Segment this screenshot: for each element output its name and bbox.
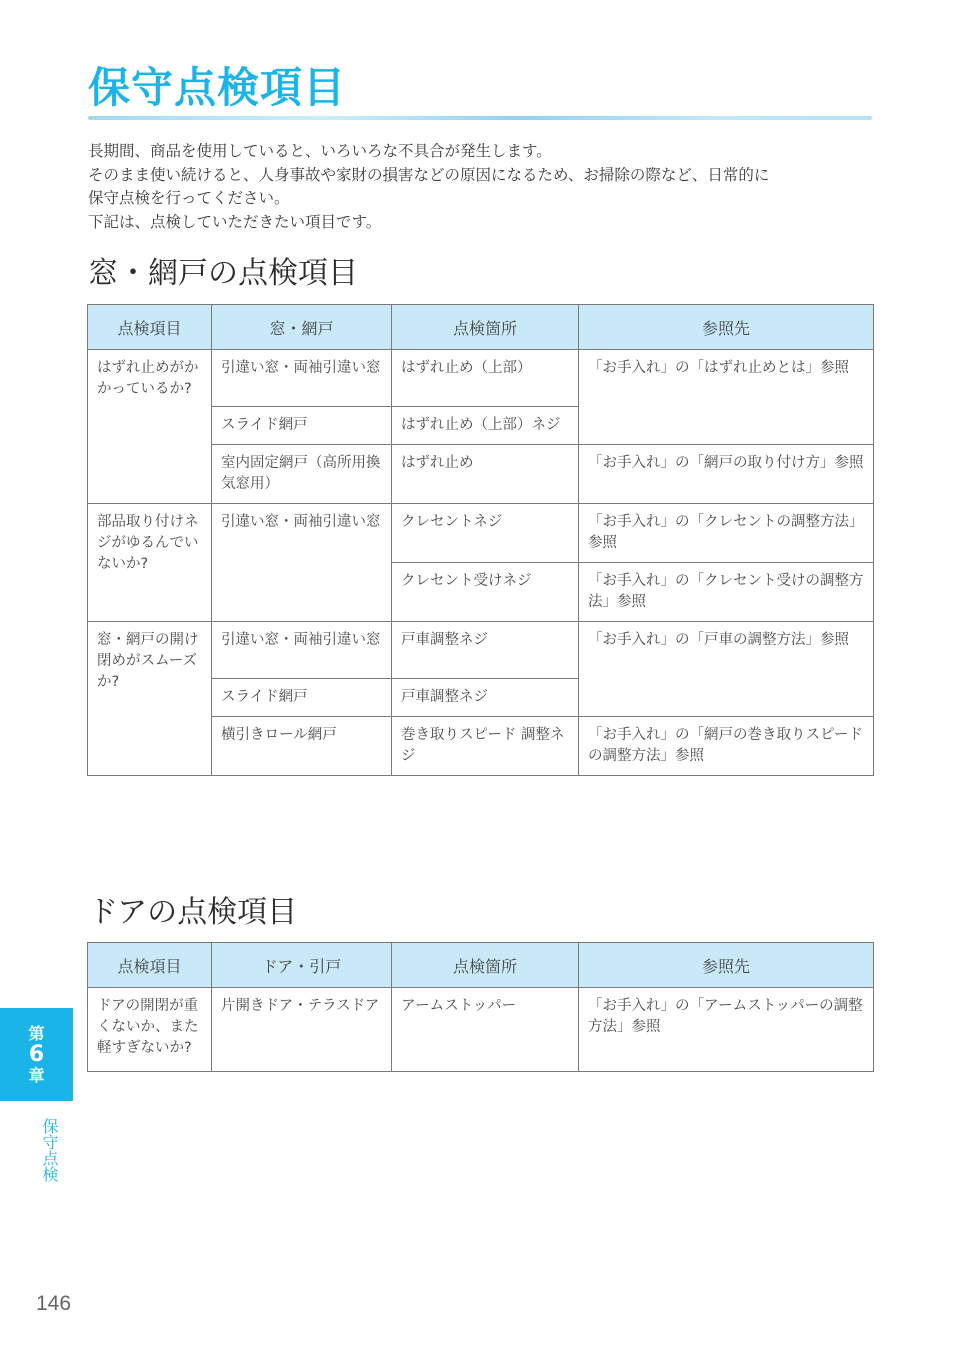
cell-reference: 「お手入れ」の「戸車の調整方法」参照 xyxy=(579,622,874,717)
cell-reference: 「お手入れ」の「クレセント受けの調整方法」参照 xyxy=(579,563,874,622)
cell-item: ドアの開閉が重くないか、また軽すぎないか? xyxy=(88,988,212,1072)
cell-target: 横引きロール網戸 xyxy=(212,717,392,776)
cell-point: 戸車調整ネジ xyxy=(392,622,579,679)
cell-item: 部品取り付けネジがゆるんでいないか? xyxy=(88,504,212,622)
cell-point: アームストッパー xyxy=(392,988,579,1072)
cell-reference: 「お手入れ」の「アームストッパーの調整方法」参照 xyxy=(579,988,874,1072)
cell-reference: 「お手入れ」の「網戸の取り付け方」参照 xyxy=(579,445,874,504)
intro-line: 保守点検を行ってください。 xyxy=(88,189,290,207)
chapter-tab xyxy=(0,1008,73,1101)
header-reference: 参照先 xyxy=(579,943,874,988)
page-title: 保守点検項目 xyxy=(88,63,347,112)
header-point: 点検箇所 xyxy=(392,305,579,350)
cell-target: スライド網戸 xyxy=(212,679,392,717)
cell-point: はずれ止め（上部） xyxy=(392,350,579,407)
table-row xyxy=(88,350,874,407)
header-target: 窓・網戸 xyxy=(212,305,392,350)
header-item: 点検項目 xyxy=(88,305,212,350)
cell-point: 戸車調整ネジ xyxy=(392,679,579,717)
cell-target: 室内固定網戸（高所用換気窓用） xyxy=(212,445,392,504)
table-row xyxy=(88,504,874,563)
door-section-title: ドアの点検項目 xyxy=(88,895,298,930)
intro-line: そのまま使い続けると、人身事故や家財の損害などの原因になるため、お掃除の際など、日常的に xyxy=(88,165,770,184)
cell-point: クレセントネジ xyxy=(392,504,579,563)
cell-point: クレセント受けネジ xyxy=(392,563,579,622)
cell-target: スライド網戸 xyxy=(212,407,392,445)
cell-point: 巻き取りスピード 調整ネジ xyxy=(392,717,579,776)
cell-item: はずれ止めがかかっているか? xyxy=(88,350,212,504)
door-inspection-table xyxy=(87,942,874,1072)
page-number: 146 xyxy=(36,1292,72,1315)
intro-line: 長期間、商品を使用していると、いろいろな不具合が発生します。 xyxy=(88,142,552,160)
header-item: 点検項目 xyxy=(88,943,212,988)
cell-target: 引違い窓・両袖引違い窓 xyxy=(212,622,392,679)
title-underline xyxy=(88,116,872,120)
intro-line: 下記は、点検していただきたい項目です。 xyxy=(88,212,382,231)
cell-point: はずれ止め（上部）ネジ xyxy=(392,407,579,445)
table-row xyxy=(88,622,874,679)
intro-text xyxy=(88,140,878,234)
table-header-row xyxy=(88,305,874,350)
table-header-row xyxy=(88,943,874,988)
window-inspection-table xyxy=(87,304,874,776)
cell-reference: 「お手入れ」の「クレセントの調整方法」参照 xyxy=(579,504,874,563)
chapter-number: 6 xyxy=(28,1041,45,1067)
chapter-label-bottom: 章 xyxy=(28,1065,45,1085)
window-section-title: 窓・網戸の点検項目 xyxy=(88,256,358,291)
cell-reference: 「お手入れ」の「はずれ止めとは」参照 xyxy=(579,350,874,445)
header-target: ドア・引戸 xyxy=(212,943,392,988)
cell-target: 引違い窓・両袖引違い窓 xyxy=(212,350,392,407)
cell-reference: 「お手入れ」の「網戸の巻き取りスピードの調整方法」参照 xyxy=(579,717,874,776)
table-row xyxy=(88,988,874,1072)
header-point: 点検箇所 xyxy=(392,943,579,988)
cell-target: 引違い窓・両袖引違い窓 xyxy=(212,504,392,622)
chapter-label-top: 第 xyxy=(28,1023,45,1043)
chapter-section-name: 保守点検 xyxy=(40,1118,59,1182)
cell-item: 窓・網戸の開け閉めがスムーズか? xyxy=(88,622,212,776)
header-reference: 参照先 xyxy=(579,305,874,350)
cell-point: はずれ止め xyxy=(392,445,579,504)
cell-target: 片開きドア・テラスドア xyxy=(212,988,392,1072)
